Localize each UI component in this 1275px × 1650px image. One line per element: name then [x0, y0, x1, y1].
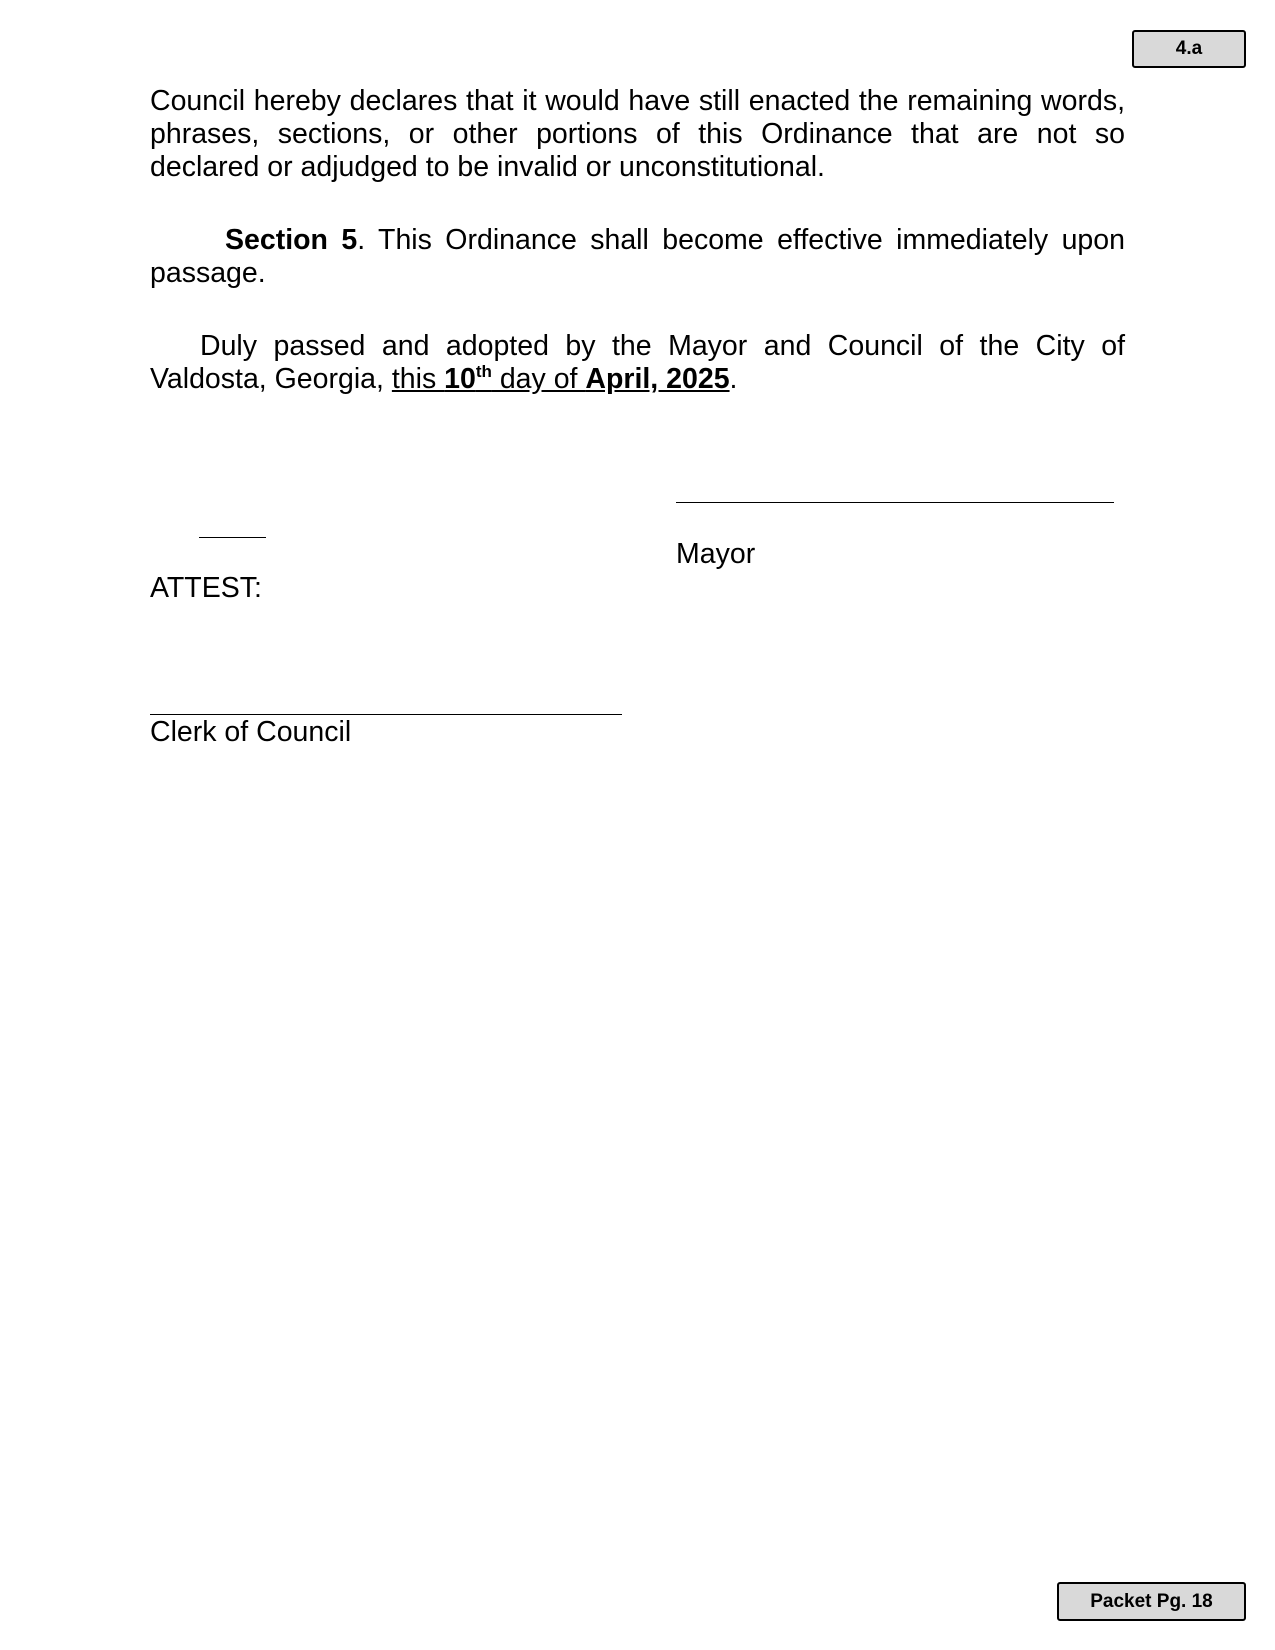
clerk-signature-line: [150, 714, 622, 715]
mayor-label: Mayor: [676, 538, 756, 570]
clerk-label: Clerk of Council: [150, 716, 352, 748]
adoption-ordinal-suffix: th: [475, 362, 492, 381]
adoption-paragraph: [150, 330, 1125, 396]
section-5-paragraph: [150, 224, 1125, 290]
short-rule: [199, 537, 266, 538]
adoption-day-of: day of: [491, 363, 586, 395]
adoption-date: [392, 363, 730, 395]
adoption-lead: Duly passed and adopted by the Mayor and Council of the City of Valdosta, Georgia,: [150, 330, 1125, 395]
adoption-this: this: [391, 363, 445, 395]
adoption-day-number: 10: [444, 363, 476, 395]
section-5-text: . This Ordinance shall become effective immediately upon passage.: [150, 224, 1125, 289]
attest-label: ATTEST:: [150, 572, 262, 604]
adoption-end: .: [729, 363, 738, 395]
packet-page-tag: Packet Pg. 18: [1057, 1582, 1246, 1621]
severability-paragraph: Council hereby declares that it would have still enacted the remaining words, phrases, sections, or other portions of this Ordinance that are not so declared or adjudged to be invalid or unconstitutional.: [150, 85, 1125, 183]
section-5-heading: Section 5: [225, 224, 358, 256]
page-tag: 4.a: [1132, 30, 1246, 68]
adoption-month-year: April, 2025: [585, 363, 730, 395]
mayor-signature-line: [676, 502, 1114, 503]
